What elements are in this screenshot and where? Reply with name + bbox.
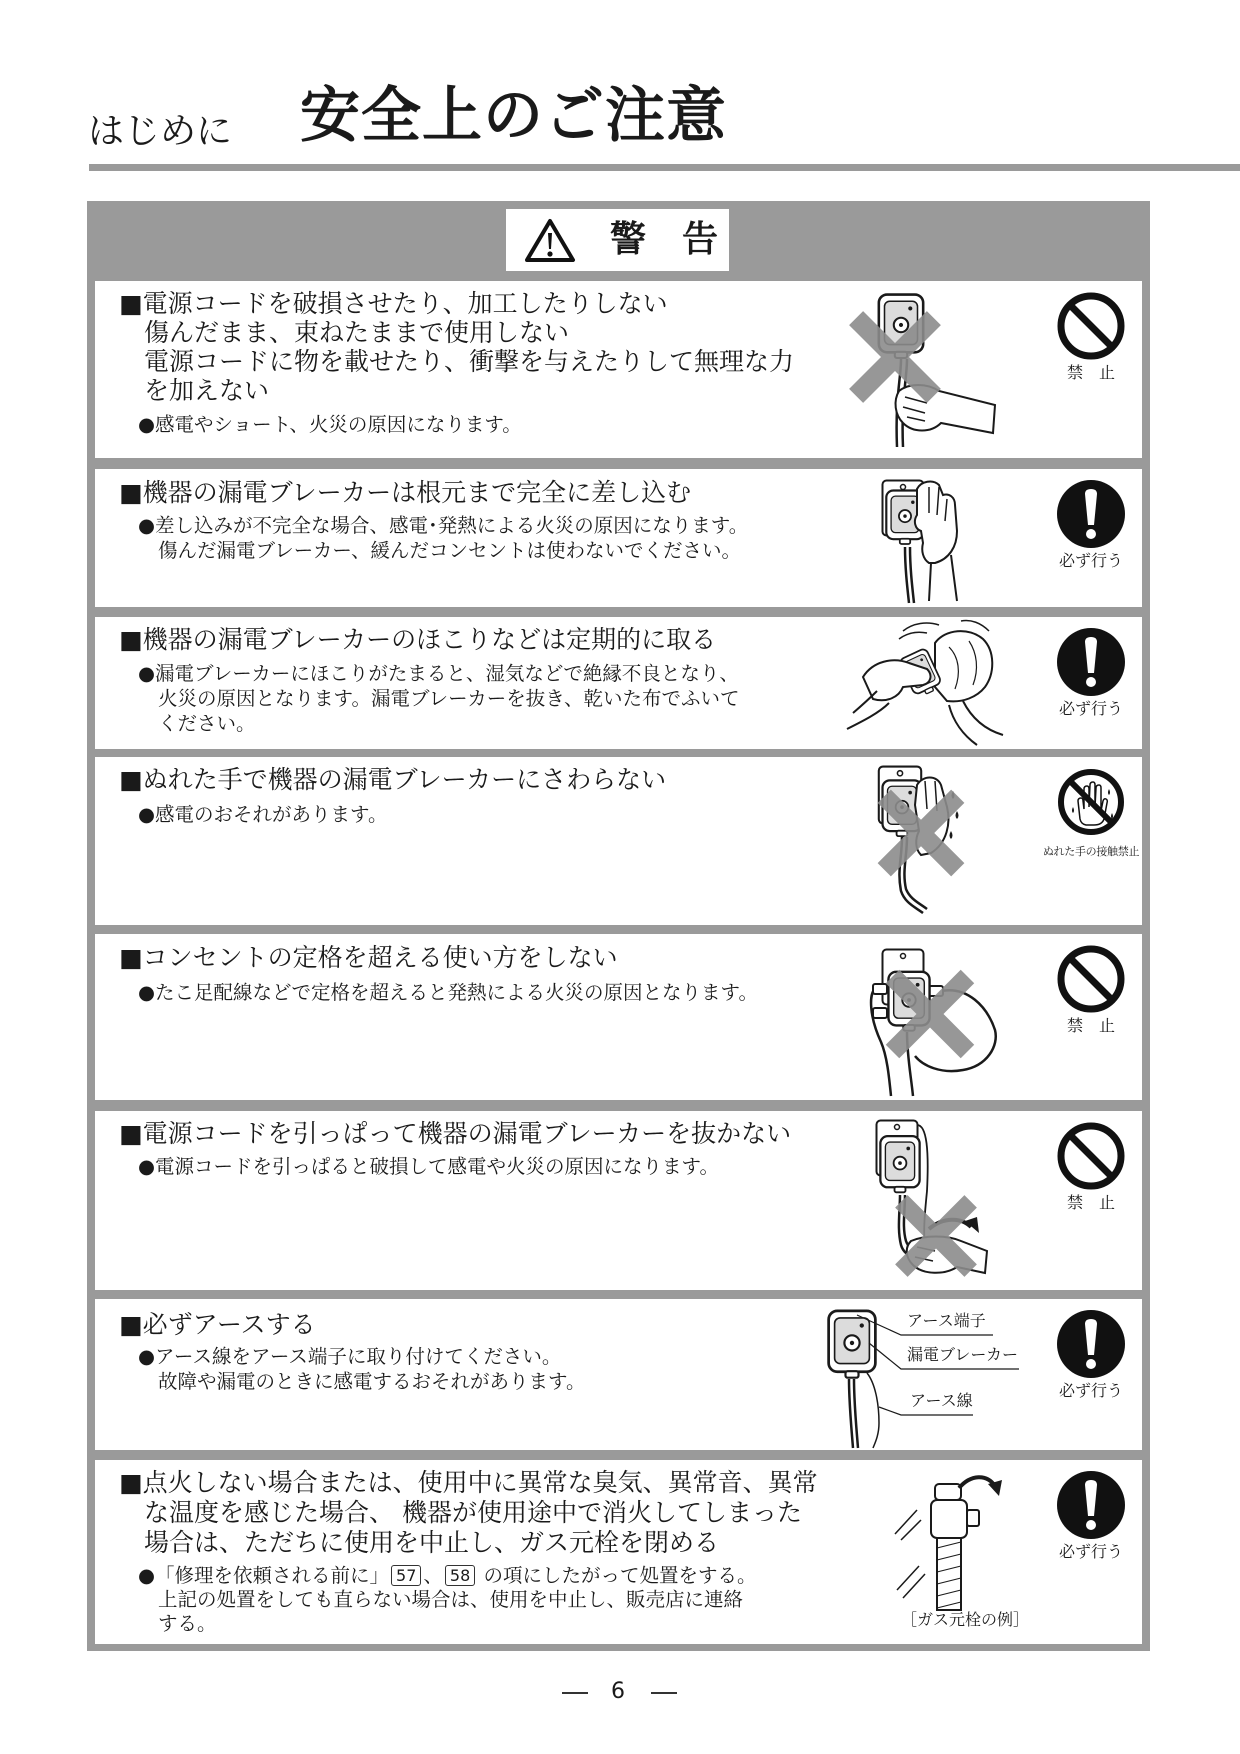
power-cord xyxy=(910,547,914,603)
heading-line: ■機器の漏電ブレーカーは根元まで完全に差し込む xyxy=(119,478,692,507)
symbol-label: 必ず行う xyxy=(1058,699,1123,718)
item-notes xyxy=(138,1564,756,1636)
mandatory-action-icon xyxy=(1056,1470,1126,1540)
symbol-label: 必ず行う xyxy=(1058,1542,1123,1561)
earth-terminal-label: アース端子 xyxy=(907,1311,986,1330)
mandatory-action-icon xyxy=(1056,627,1126,697)
power-cord xyxy=(905,547,909,603)
heading-line: ■電源コードを引っぱって機器の漏電ブレーカーを抜かない xyxy=(119,1119,792,1148)
warning-item-outlet-rating xyxy=(95,934,1142,1100)
breaker-device xyxy=(880,1136,919,1192)
note-line: する。 xyxy=(158,1612,217,1635)
note-text: の項にしたがって処置をする。 xyxy=(477,1564,757,1587)
symbol-label: 禁 止 xyxy=(1066,1193,1115,1212)
symbol-label: 禁 止 xyxy=(1066,363,1115,382)
warning-item-cord-damage xyxy=(95,281,1142,458)
motion-lines xyxy=(895,1510,921,1540)
prohibition-icon xyxy=(1056,1121,1126,1191)
earth-wire xyxy=(867,1373,879,1448)
page-reference: 57 xyxy=(391,1565,421,1586)
note-line: ●電源コードを引っぱると破損して感電や火災の原因になります。 xyxy=(138,1155,719,1178)
insert-breaker-illustration xyxy=(877,475,967,603)
warning-item-wet-hands xyxy=(95,757,1142,925)
heading-line: ■機器の漏電ブレーカーのほこりなどは定期的に取る xyxy=(119,625,717,654)
warning-item-grounding xyxy=(95,1299,1142,1450)
gas-valve-caption: ［ガス元栓の例］ xyxy=(901,1610,1030,1629)
symbol-label: ぬれた手の接触禁止 xyxy=(1042,845,1140,858)
cloth xyxy=(935,631,992,701)
pull-cord-illustration xyxy=(865,1111,990,1289)
heading-line: ■コンセントの定格を超える使い方をしない xyxy=(119,943,618,972)
power-cord xyxy=(849,1379,853,1448)
note-line: ●漏電ブレーカーにほこりがたまると、湿気などで絶縁不良となり、 xyxy=(138,662,739,685)
warning-triangle-icon xyxy=(524,217,576,263)
heading-line: ■ぬれた手で機器の漏電ブレーカーにさわらない xyxy=(119,765,667,794)
warning-item-pull-cord xyxy=(95,1111,1142,1290)
wet-hands-illustration xyxy=(867,761,975,916)
earth-wire-label: アース線 xyxy=(910,1391,973,1410)
item-notes xyxy=(138,1154,719,1179)
extra-plug xyxy=(873,984,887,994)
note-line xyxy=(138,1564,756,1588)
section-label: はじめに xyxy=(88,111,233,152)
page-reference: 58 xyxy=(445,1565,475,1586)
item-notes xyxy=(138,802,387,827)
breaker-device xyxy=(829,1311,876,1378)
hand xyxy=(915,482,957,601)
no-wet-hands-icon xyxy=(1056,767,1126,837)
item-heading xyxy=(119,289,794,405)
symbol-label: 必ず行う xyxy=(1058,1381,1123,1400)
note-line: ください。 xyxy=(158,712,256,735)
note-line: ●差し込みが不完全な場合、感電･発熱による火災の原因になります。 xyxy=(138,514,749,537)
turn-arrow xyxy=(959,1477,1002,1496)
page-number-dash xyxy=(651,1692,677,1694)
heading-line: 場合は、ただちに使用を中止し、ガス元栓を閉める xyxy=(144,1528,720,1557)
item-heading xyxy=(119,765,666,794)
heading-line: を加えない xyxy=(144,376,270,405)
breaker-label: 漏電ブレーカー xyxy=(907,1345,1019,1364)
warning-item-insert-fully xyxy=(95,469,1142,607)
mandatory-action-icon xyxy=(1056,479,1126,549)
item-heading xyxy=(119,1119,791,1148)
heading-line: ■電源コードを破損させたり、加工したりしない xyxy=(119,289,668,318)
note-text: 、 xyxy=(423,1564,443,1587)
heading-line: ■必ずアースする xyxy=(119,1310,316,1339)
note-line: ●たこ足配線などで定格を超えると発熱による火災の原因となります。 xyxy=(138,981,758,1004)
note-line: ●感電やショート、火災の原因になります。 xyxy=(138,413,522,436)
motion-lines xyxy=(897,1566,925,1598)
valve-handle xyxy=(935,1484,961,1500)
symbol-label: 禁 止 xyxy=(1066,1016,1115,1035)
power-cord xyxy=(854,1379,858,1448)
mandatory-action-icon xyxy=(1056,1309,1126,1379)
heading-line: 電源コードに物を載せたり、衝撃を与えたりして無理な力 xyxy=(144,347,795,376)
item-notes xyxy=(138,513,748,563)
item-notes xyxy=(138,980,758,1005)
item-heading xyxy=(119,1468,818,1558)
note-line: 傷んだ漏電ブレーカー、緩んだコンセントは使わないでください。 xyxy=(158,539,742,562)
hand xyxy=(896,385,995,433)
page-number-dash xyxy=(562,1692,588,1694)
warning-item-abnormal-shutoff xyxy=(95,1460,1142,1644)
warning-label: 警 告 xyxy=(610,219,719,260)
item-heading xyxy=(119,1310,316,1339)
page-number: 6 xyxy=(611,1679,625,1704)
prohibition-icon xyxy=(1056,291,1126,361)
heading-line: な温度を感じた場合、 機器が使用途中で消火してしまった xyxy=(144,1498,802,1527)
wipe-dust-illustration xyxy=(843,617,1013,745)
warning-item-clean-dust xyxy=(95,617,1142,749)
note-line: 上記の処置をしても直らない場合は、使用を中止し、販売店に連絡 xyxy=(158,1588,744,1611)
item-heading xyxy=(119,943,618,972)
prohibition-icon xyxy=(1056,944,1126,1014)
item-notes xyxy=(138,412,522,437)
item-notes xyxy=(138,661,740,736)
item-notes xyxy=(138,1344,585,1394)
note-line: 故障や漏電のときに感電するおそれがあります。 xyxy=(158,1370,586,1393)
note-line: 火災の原因となります。漏電ブレーカーを抜き、乾いた布でふいて xyxy=(158,687,740,710)
overloaded-outlet-illustration xyxy=(867,946,1007,1096)
warning-header xyxy=(506,209,729,271)
note-line: ●感電のおそれがあります。 xyxy=(138,803,388,826)
cord-damage-illustration xyxy=(835,287,1000,447)
gas-valve-illustration xyxy=(887,1468,1012,1610)
page-title: 安全上のご注意 xyxy=(300,81,727,151)
note-line: ●アース線をアース端子に取り付けてください。 xyxy=(138,1345,562,1368)
note-text: ●「修理を依頼される前に」 xyxy=(138,1564,390,1587)
header-rule xyxy=(89,164,1240,171)
item-heading xyxy=(119,625,716,654)
gas-pipe xyxy=(937,1536,961,1610)
heading-line: ■点火しない場合または、使用中に異常な臭気、異常音、異常 xyxy=(119,1468,818,1497)
symbol-label: 必ず行う xyxy=(1058,551,1123,570)
extra-plug xyxy=(873,1008,887,1018)
valve-body xyxy=(931,1484,979,1538)
heading-line: 傷んだまま、束ねたままで使用しない xyxy=(144,318,570,347)
item-heading xyxy=(119,478,691,507)
